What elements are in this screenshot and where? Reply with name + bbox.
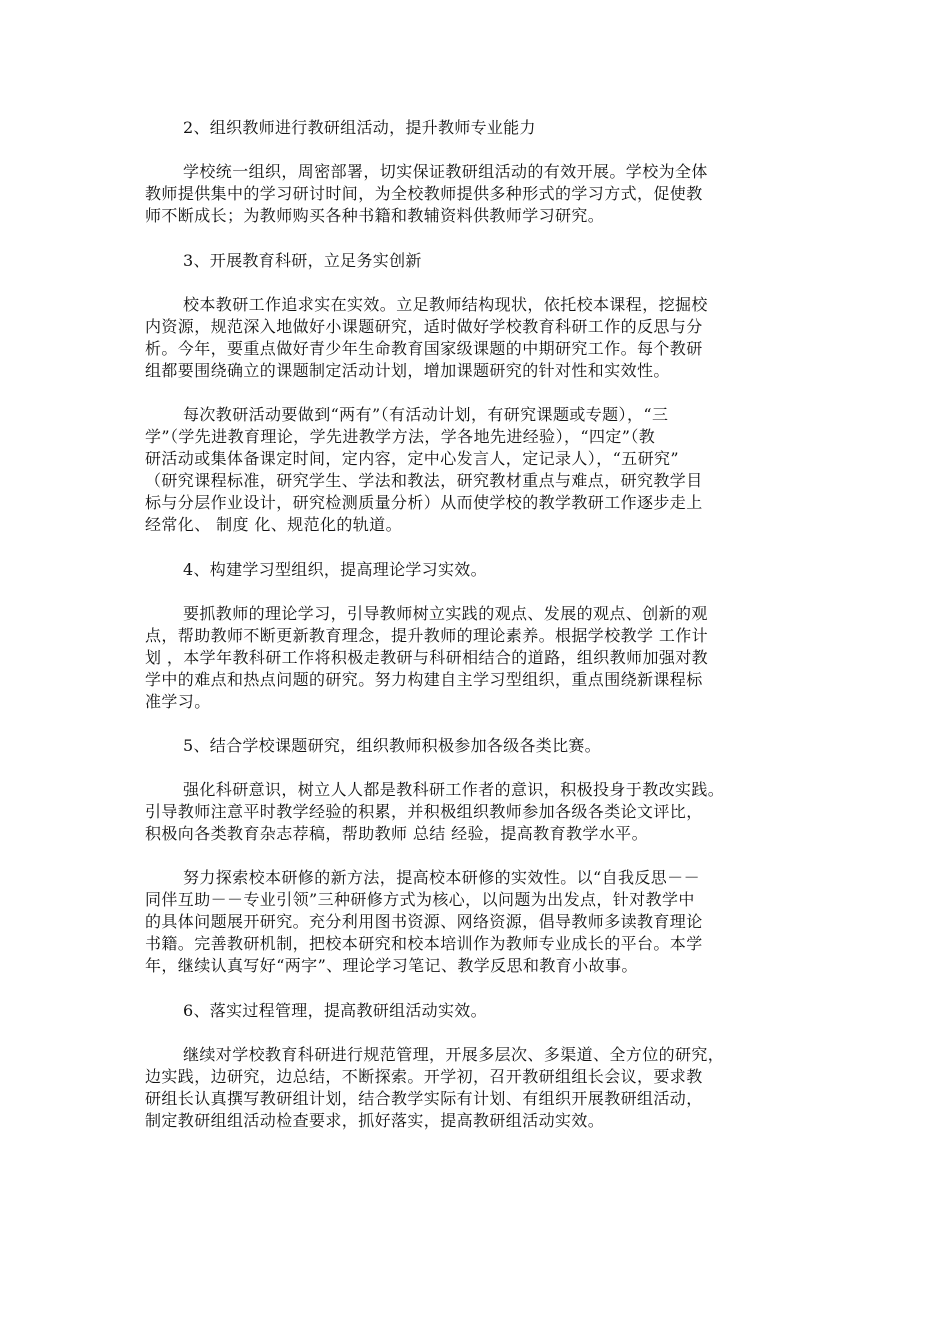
text-line: 年，继续认真写好“两字”、理论学习笔记、教学反思和教育小故事。	[145, 956, 638, 975]
text-line: 内资源，规范深入地做好小课题研究，适时做好学校教育科研工作的反思与分	[145, 317, 703, 336]
text-line: 学”（学先进教育理论，学先进教学方法，学各地先进经验），“四定”（教	[145, 427, 656, 446]
text-line: 经常化、 制度 化、规范化的轨道。	[145, 515, 402, 534]
paragraph	[145, 1044, 813, 1132]
text-line: 强化科研意识，树立人人都是教科研工作者的意识，积极投身于教改实践。	[183, 780, 725, 799]
text-line: 析。今年，要重点做好青少年生命教育国家级课题的中期研究工作。每个教研	[145, 339, 703, 358]
text-line: 准学习。	[145, 692, 211, 711]
paragraph	[145, 603, 813, 713]
text-line: 研组长认真撰写教研组计划，结合教学实际有计划、有组织开展教研组活动，	[145, 1089, 703, 1108]
text-line: 要抓教师的理论学习，引导教师树立实践的观点、发展的观点、创新的观	[183, 604, 708, 623]
paragraph	[145, 404, 813, 536]
text-line: 每次教研活动要做到“两有”（有活动计划，有研究课题或专题），“三	[183, 405, 669, 424]
text-line: 标与分层作业设计，研究检测质量分析）从而使学校的教学教研工作逐步走上	[145, 493, 703, 512]
paragraph	[145, 294, 813, 382]
text-line: 的具体问题展开研究。充分利用图书资源、网络资源，倡导教师多读教育理论	[145, 912, 703, 931]
text-line: 研活动或集体备课定时间，定内容，定中心发言人，定记录人），“五研究”	[145, 449, 679, 468]
section-heading: 5、结合学校课题研究，组织教师积极参加各级各类比赛。	[183, 736, 601, 755]
text-line: 校本教研工作追求实在实效。立足教师结构现状，依托校本课程，挖掘校	[183, 295, 708, 314]
section-heading: 4、构建学习型组织，提高理论学习实效。	[183, 560, 487, 579]
text-line: 引导教师注意平时教学经验的积累，并积极组织教师参加各级各类论文评比，	[145, 802, 703, 821]
text-line: 积极向各类教育杂志荐稿，帮助教师 总结 经验，提高教育教学水平。	[145, 824, 648, 843]
text-line: （研究课程标准，研究学生、学法和教法，研究教材重点与难点，研究教学目	[145, 471, 703, 490]
text-line: 书籍。完善教研机制，把校本研究和校本培训作为教师专业成长的平台。本学	[145, 934, 703, 953]
text-line: 努力探索校本研修的新方法，提高校本研修的实效性。以“自我反思－－	[183, 868, 700, 887]
text-line: 边实践，边研究，边总结，不断探索。开学初，召开教研组组长会议，要求教	[145, 1067, 703, 1086]
text-line: 划 ，本学年教科研工作将积极走教研与科研相结合的道路，组织教师加强对教	[145, 648, 709, 667]
text-line: 师不断成长；为教师购买各种书籍和教辅资料供教师学习研究。	[145, 206, 605, 225]
text-line: 教师提供集中的学习研讨时间，为全校教师提供多种形式的学习方式，促使教	[145, 184, 703, 203]
text-line: 组都要围绕确立的课题制定活动计划，增加课题研究的针对性和实效性。	[145, 361, 670, 380]
text-line: 继续对学校教育科研进行规范管理，开展多层次、多渠道、全方位的研究，	[183, 1045, 725, 1064]
text-line: 学中的难点和热点问题的研究。努力构建自主学习型组织，重点围绕新课程标	[145, 670, 703, 689]
text-line: 同伴互助－－专业引领”三种研修方式为核心，以问题为出发点，针对教学中	[145, 890, 695, 909]
paragraph	[145, 161, 813, 227]
text-line: 制定教研组组活动检查要求，抓好落实，提高教研组活动实效。	[145, 1111, 605, 1130]
text-line: 学校统一组织，周密部署，切实保证教研组活动的有效开展。学校为全体	[183, 162, 708, 181]
paragraph	[145, 779, 813, 845]
text-line: 点，帮助教师不断更新教育理念，提升教师的理论素养。根据学校教学 工作计	[145, 626, 709, 645]
section-heading: 3、开展教育科研，立足务实创新	[183, 251, 422, 270]
paragraph	[145, 867, 813, 977]
section-heading: 6、落实过程管理，提高教研组活动实效。	[183, 1001, 487, 1020]
section-heading: 2、组织教师进行教研组活动，提升教师专业能力	[183, 118, 536, 137]
